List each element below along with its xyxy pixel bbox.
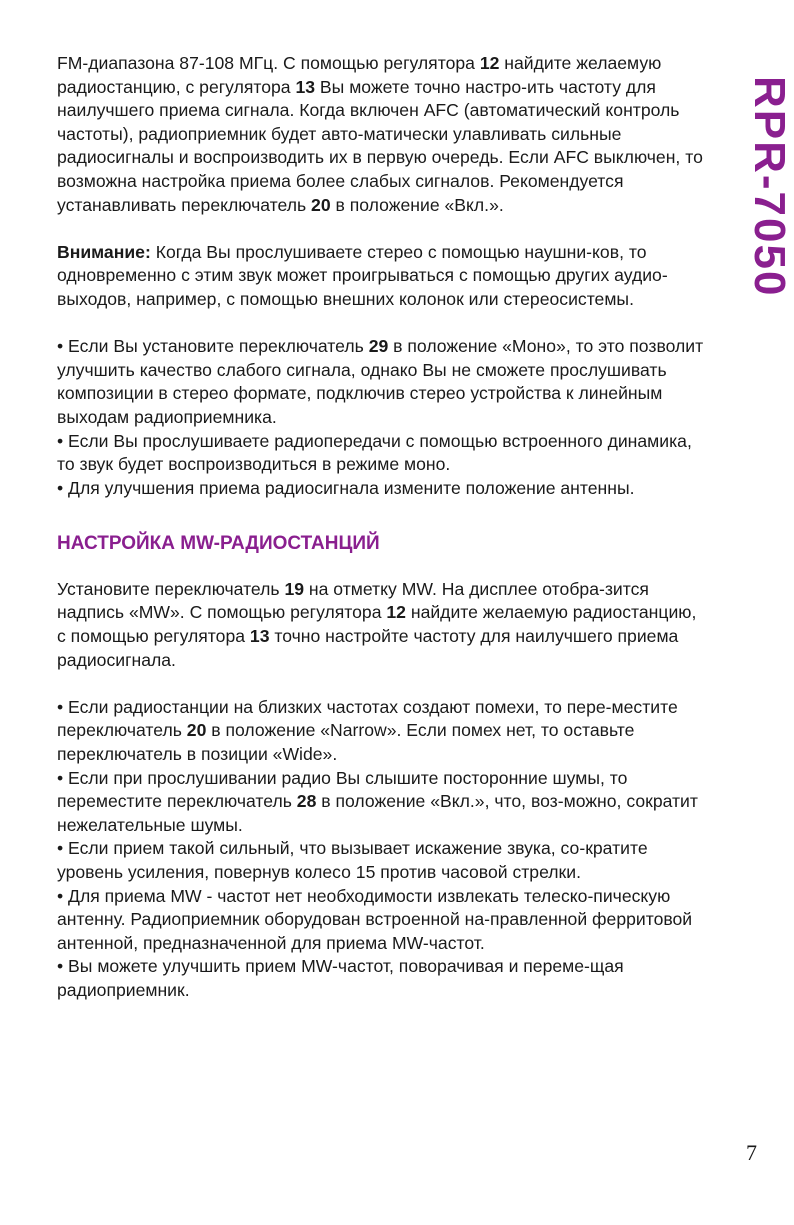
text: в положение «Вкл.». bbox=[330, 194, 504, 215]
text: • Если при прослушивании радио Вы слышите посторонние шумы, то переместите переключатель bbox=[57, 767, 628, 812]
text: Установите переключатель bbox=[57, 578, 285, 599]
brand-vertical-title: RPR-7050 bbox=[745, 76, 794, 298]
page-content bbox=[57, 52, 707, 1003]
paragraph-attention bbox=[57, 241, 707, 312]
bullet-antenna: • Для улучшения приема радиосигнала измените положение антенны. bbox=[57, 477, 635, 498]
control-number: 12 bbox=[479, 53, 500, 73]
bullet-mono bbox=[57, 335, 707, 429]
text: найдите желаемую радиостанцию, с помощью регулятора bbox=[57, 602, 697, 647]
text: найдите желаемую радиостанцию, с регулятора bbox=[57, 53, 662, 97]
control-number: 13 bbox=[295, 76, 316, 97]
control-number: 20 bbox=[186, 720, 207, 741]
text: FM-диапазона 87-108 МГц. С помощью регулятора bbox=[57, 53, 480, 73]
control-number: 12 bbox=[386, 602, 406, 623]
control-number: 20 bbox=[311, 194, 331, 215]
bullet-rotate-radio: • Вы можете улучшить прием MW-частот, поворачивая и переме-щая радиоприемник. bbox=[57, 956, 624, 1000]
control-number: 19 bbox=[284, 578, 305, 599]
text: • Если Вы установите переключатель bbox=[57, 336, 369, 357]
control-number: 29 bbox=[368, 336, 389, 357]
text: на отметку MW. На дисплее отобра-зится надпись «MW». С помощью регулятора bbox=[57, 578, 649, 623]
text: в положение «Narrow». Если помех нет, то оставьте переключатель в позиции «Wide». bbox=[57, 720, 635, 765]
page-number: 7 bbox=[746, 1140, 757, 1165]
bullet-ferrite-antenna: • Для приема MW - частот нет необходимости извлекать телеско-пическую антенну. Радиоприемник оборудован встроенной на-правленной ферритовой антенной, предназначенной для приема MW-частот. bbox=[57, 885, 693, 953]
text: в положение «Вкл.», что, воз-можно, сократит нежелательные шумы. bbox=[57, 791, 698, 835]
bullet-distortion: • Если прием такой сильный, что вызывает искажение звука, со-кратите уровень усиления, повернув колесо 15 против часовой стрелки. bbox=[57, 838, 648, 882]
text: • Если радиостанции на близких частотах создают помехи, то пере-местите переключатель bbox=[57, 696, 678, 741]
control-number: 28 bbox=[296, 791, 317, 812]
control-number: 13 bbox=[249, 626, 270, 647]
bullet-noise bbox=[57, 767, 707, 838]
text: Когда Вы прослушиваете стерео с помощью наушни-ков, то одновременно с этим звук может проигрываться с помощью других аудио-выходов, например, с помощью внешних колонок или стереосистемы. bbox=[57, 241, 668, 309]
paragraph-fm-tuning bbox=[57, 52, 707, 217]
text: в положение «Моно», то это позволит улучшить качество слабого сигнала, однако Вы не сможете прослушивать композиции в стерео формате, подключив стерео устройства к линейным выходам радиоприемника. bbox=[57, 336, 704, 427]
text: точно настройте частоту для наилучшего приема радиосигнала. bbox=[57, 626, 679, 670]
text: Вы можете точно настро-ить частоту для наилучшего приема сигнала. Когда включен AFC (автоматический контроль частоты), радиоприемник будет авто-матически улавливать сильные радиосигналы и воспроизводить их в первую очередь. Если AFC выключен, то возможна настройка приема более слабых сигналов. Рекомендуется устанавливать переключатель bbox=[57, 76, 703, 215]
section-heading-mw: НАСТРОЙКА MW-РАДИОСТАНЦИЙ bbox=[57, 532, 380, 554]
bullet-interference bbox=[57, 696, 707, 767]
bullet-speaker: • Если Вы прослушиваете радиопередачи с помощью встроенного динамика, то звук будет воспроизводиться в режиме моно. bbox=[57, 430, 692, 475]
paragraph-mw-tuning bbox=[57, 578, 707, 672]
attention-label: Внимание: bbox=[57, 241, 151, 262]
